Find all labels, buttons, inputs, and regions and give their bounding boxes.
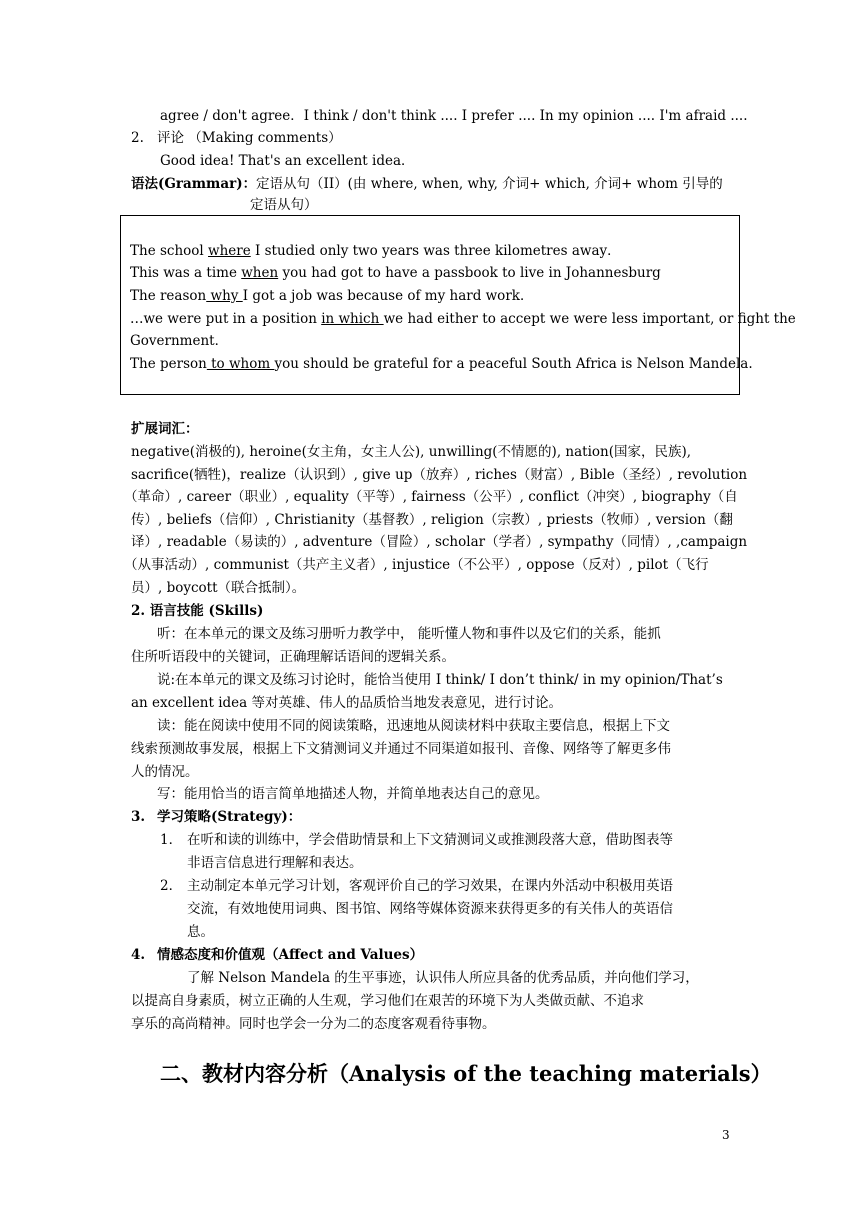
skills-writing: 写：能用恰当的语言简单地描述人物，并简单地表达自己的意见。 xyxy=(157,786,549,802)
example-sentence: The school where I studied only two years was three kilometres away． xyxy=(130,243,621,259)
relative-word: when xyxy=(241,265,279,281)
section-heading: 二、教材内容分析（Analysis of the teaching materials） xyxy=(160,1061,772,1086)
affect-heading: 情感态度和价值观（Affect and Values） xyxy=(157,947,424,963)
example-sentence: The person to whom you should be grateful for a peaceful South Africa is Nelson Mandela. xyxy=(130,356,753,372)
strategy-heading: 学习策略(Strategy)： xyxy=(157,809,302,825)
strategy-item: 在听和读的训练中，学会借助情景和上下文猜测词义或推测段落大意，借助图表等 xyxy=(187,832,673,848)
skills-heading: 2. 语言技能 (Skills) xyxy=(131,603,264,619)
strategy-item-number: 2． xyxy=(160,878,183,894)
vocab-line: 员）, boycott（联合抵制）。 xyxy=(131,580,306,596)
grammar-examples-box xyxy=(120,215,796,395)
vocab-line: （革命）, career（职业）, equality（平等）, fairness（公平）, conflict（冲突）, biography（自 xyxy=(124,489,738,505)
skills-speaking-cont: an excellent idea 等对英雄、伟人的品质恰当地发表意见，进行讨论。 xyxy=(131,695,563,711)
skills-speaking: 说:在本单元的课文及练习讨论时，能恰当使用 I think/ I don’t think/ in my opinion/That’s xyxy=(157,672,723,688)
strategy-item-cont: 息。 xyxy=(187,924,214,940)
comments-number: 2. xyxy=(131,130,144,146)
relative-word: in which xyxy=(321,311,384,327)
vocab-line: （从事活动）, communist（共产主义者）, injustice（不公平）, oppose（反对）, pilot（飞行 xyxy=(124,557,709,573)
skills-listening: 听：在本单元的课文及练习册听力教学中， 能听懂人物和事件以及它们的关系，能抓 xyxy=(157,626,661,642)
example-sentence: This was a time when you had got to have a passbook to live in Johannesburg xyxy=(130,265,661,281)
affect-number: 4. xyxy=(131,947,146,963)
skills-reading-cont: 人的情况。 xyxy=(131,764,199,780)
vocab-line: sacrifice(牺牲)，realize（认识到）, give up（放弃）, riches（财富）, Bible（圣经）, revolution xyxy=(131,467,748,483)
affect-paragraph-cont: 享乐的高尚精神。同时也学会一分为二的态度客观看待事物。 xyxy=(131,1016,496,1032)
vocab-line: 传）, beliefs（信仰）, Christianity（基督教）, religion（宗教）, priests（牧师）, version（翻 xyxy=(131,512,733,528)
function-expressions: agree / don't agree．I think / don't think .... I prefer .... In my opinion .... I'm afraid .... xyxy=(160,108,748,124)
page-number: 3 xyxy=(722,1128,730,1142)
strategy-item-cont: 非语言信息进行理解和表达。 xyxy=(187,855,363,871)
affect-paragraph: 了解 Nelson Mandela 的生平事迹，认识伟人所应具备的优秀品质，并向他们学习， xyxy=(187,970,699,986)
example-sentence: The reason why I got a job was because of my hard work． xyxy=(130,288,534,304)
grammar-description-cont: 定语从句） xyxy=(250,197,318,213)
relative-word: where xyxy=(208,243,251,259)
comments-example: Good idea! That's an excellent idea． xyxy=(160,153,415,169)
relative-word: to whom xyxy=(206,356,275,372)
skills-listening-cont: 住所听语段中的关键词，正确理解话语间的逻辑关系。 xyxy=(131,649,455,665)
comments-title: 评论 （Making comments） xyxy=(157,130,342,146)
strategy-item-number: 1． xyxy=(160,832,183,848)
grammar-description: 定语从句（II）(由 where, when, why, 介词+ which, 介词+ whom 引导的 xyxy=(256,176,723,192)
skills-reading-cont: 线索预测故事发展，根据上下文猜测词义并通过不同渠道如报刊、音像、网络等了解更多伟 xyxy=(131,741,671,757)
vocab-line: 译）, readable（易读的）, adventure（冒险）, scholar（学者）, sympathy（同情）, ,campaign xyxy=(131,534,748,550)
strategy-number: 3. xyxy=(131,809,146,825)
vocab-line: negative(消极的), heroine(女主角，女主人公), unwilling(不情愿的), nation(国家，民族), xyxy=(131,444,692,460)
strategy-item: 主动制定本单元学习计划，客观评价自己的学习效果，在课内外活动中积极用英语 xyxy=(187,878,673,894)
relative-word: why xyxy=(206,288,243,304)
example-sentence: …we were put in a position in which we had either to accept we were less important, or fight the xyxy=(130,311,796,327)
example-sentence-cont: Government． xyxy=(130,333,229,349)
affect-paragraph-cont: 以提高自身素质，树立正确的人生观，学习他们在艰苦的环境下为人类做贡献、不追求 xyxy=(131,993,644,1009)
vocab-heading: 扩展词汇： xyxy=(131,421,199,437)
skills-reading: 读：能在阅读中使用不同的阅读策略，迅速地从阅读材料中获取主要信息，根据上下文 xyxy=(157,718,670,734)
grammar-label: 语法(Grammar)： xyxy=(131,176,257,192)
strategy-item-cont: 交流，有效地使用词典、图书馆、网络等媒体资源来获得更多的有关伟人的英语信 xyxy=(187,901,673,917)
